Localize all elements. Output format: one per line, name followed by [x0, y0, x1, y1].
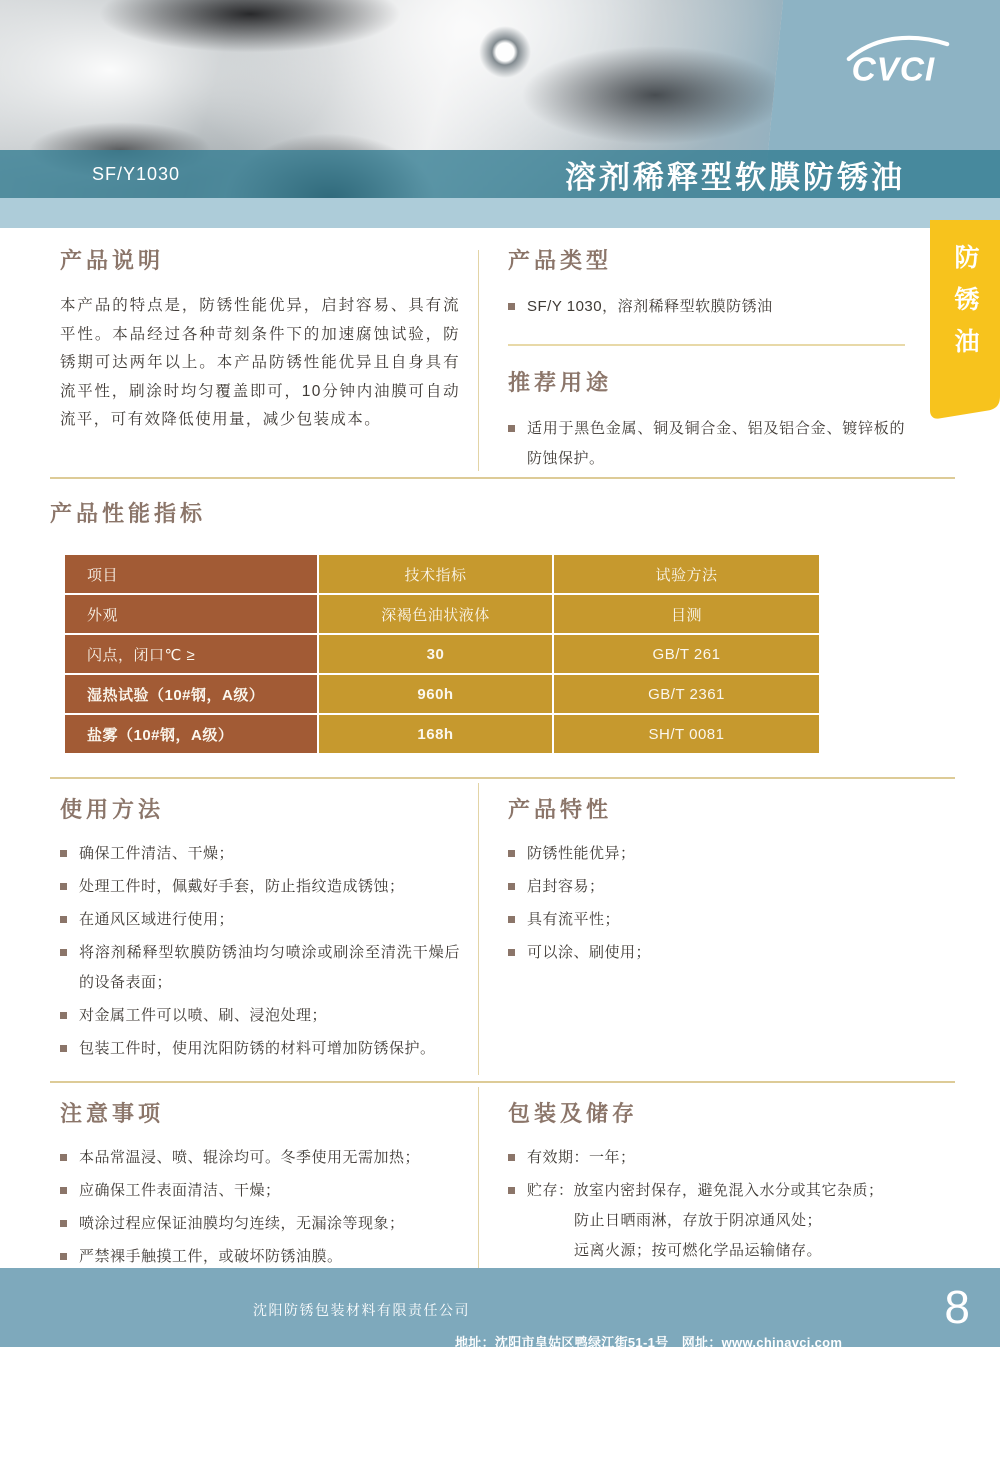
list-item: [60, 839, 460, 869]
column-divider: [478, 1087, 479, 1283]
list-item: [60, 1001, 460, 1031]
bullet-square-icon: [508, 425, 515, 432]
column-divider: [478, 783, 479, 1075]
list-item: [60, 1209, 460, 1239]
bullet-square-icon: [60, 1012, 67, 1019]
usage-column: [60, 795, 460, 1067]
contact-line-phone: 电话：024-86617056 传真：024-86617354 邮编：110032: [455, 1404, 821, 1419]
list-item: [60, 938, 460, 998]
horizontal-divider: [50, 477, 955, 479]
bullet-square-icon: [60, 1045, 67, 1052]
table-cell: 960h: [319, 675, 552, 713]
bullet-square-icon: [508, 883, 515, 890]
bullet-square-icon: [60, 949, 67, 956]
product-model: SF/Y1030: [92, 163, 181, 184]
side-tab-label: 防锈油: [951, 244, 979, 370]
list-item-text: 对金属工件可以喷、刷、浸泡处理；: [79, 1007, 328, 1024]
performance-table: [65, 555, 817, 753]
product-description-column: [60, 246, 460, 477]
table-cell: 168h: [319, 715, 552, 753]
contact-line-address: 地址：沈阳市皇姑区鸭绿江街51-1号 网址：www.chinavci.com: [455, 1335, 843, 1350]
content: [0, 228, 1000, 1289]
list-item: [508, 938, 905, 968]
list-item-text: 处理工件时，佩戴好手套，防止指纹造成锈蚀；: [79, 878, 405, 895]
features-column: [460, 795, 955, 1067]
bullet-square-icon: [60, 1220, 67, 1227]
bullet-square-icon: [508, 916, 515, 923]
cvci-logo: [846, 30, 950, 88]
section-heading-performance: 产品性能指标: [50, 501, 207, 526]
side-tab-rust-preventive-oil: [930, 220, 1000, 422]
bullet-square-icon: [508, 1187, 515, 1194]
table-cell: GB/T 261: [554, 635, 819, 673]
list-item-text: 喷涂过程应保证油膜均匀连续，无漏涂等现象；: [79, 1215, 405, 1232]
section-heading-storage: 包装及储存: [508, 1101, 639, 1126]
list-item: [508, 872, 905, 902]
list-item-text: 将溶剂稀释型软膜防锈油均匀喷涂或刷涂至清洗干燥后的设备表面；: [79, 944, 460, 991]
title-band: [0, 150, 1000, 198]
list-item: [508, 839, 905, 869]
list-item-text: 具有流平性；: [527, 911, 621, 928]
usage-list: [60, 839, 460, 1064]
section-row-1: [50, 246, 955, 477]
list-item: [508, 905, 905, 935]
table-cell: 盐雾（10#钢，A级）: [65, 715, 317, 753]
section-row-3: [50, 1083, 955, 1289]
list-item-continuation: 防止日晒雨淋，存放于阴凉通风处；: [574, 1212, 823, 1229]
uses-list: [508, 414, 905, 474]
bullet-square-icon: [508, 303, 515, 310]
list-item-text: 防锈性能优异；: [527, 845, 636, 862]
list-item-text: 可以涂、刷使用；: [527, 944, 652, 961]
section-heading-features: 产品特性: [508, 797, 613, 822]
footer: [0, 1268, 1000, 1419]
list-item: [60, 1176, 460, 1206]
type-list: [508, 292, 905, 322]
list-item-text: 本品常温浸、喷、辊涂均可。冬季使用无需加热；: [79, 1149, 421, 1166]
list-item-text: 贮存：放室内密封保存，避免混入水分或其它杂质；: [527, 1182, 884, 1199]
accent-band: [0, 198, 1000, 228]
list-item-text: 严禁裸手触摸工件，或破坏防锈油膜。: [79, 1248, 343, 1265]
section-heading-cautions: 注意事项: [60, 1101, 165, 1126]
list-item-text: 适用于黑色金属、铜及铜合金、铝及铝合金、镀锌板的防蚀保护。: [527, 420, 905, 467]
list-item-text: 应确保工件表面清洁、干燥；: [79, 1182, 281, 1199]
list-item: [60, 905, 460, 935]
cautions-list: [60, 1143, 460, 1272]
storage-column: [460, 1099, 955, 1275]
bullet-square-icon: [508, 850, 515, 857]
table-cell: 30: [319, 635, 552, 673]
product-type-column: [460, 246, 955, 477]
section-heading-description: 产品说明: [60, 248, 165, 273]
table-cell: GB/T 2361: [554, 675, 819, 713]
bullet-square-icon: [60, 916, 67, 923]
list-item: [60, 872, 460, 902]
table-cell: 湿热试验（10#钢，A级）: [65, 675, 317, 713]
list-item-text: 在通风区域进行使用；: [79, 911, 235, 928]
page-title: 溶剂稀释型软膜防锈油: [565, 159, 905, 195]
bullet-square-icon: [60, 1253, 67, 1260]
column-divider: [478, 250, 479, 471]
table-header-cell: 试验方法: [554, 555, 819, 593]
contact-info: [455, 1285, 842, 1469]
company-name: 沈阳防锈包装材料有限责任公司: [253, 1302, 470, 1318]
section-heading-usage: 使用方法: [60, 797, 165, 822]
section-row-2: [50, 779, 955, 1081]
banner: [0, 0, 1000, 228]
logo-text: CVCI: [851, 51, 936, 89]
list-item: [60, 1034, 460, 1064]
table-header-cell: 技术指标: [319, 555, 552, 593]
list-item-lines: [527, 1206, 905, 1266]
list-item-text: 启封容易；: [527, 878, 605, 895]
bullet-square-icon: [508, 949, 515, 956]
cautions-column: [60, 1099, 460, 1275]
bullet-square-icon: [60, 850, 67, 857]
table-header-cell: 项目: [65, 555, 317, 593]
list-item-text: 有效期：一年；: [527, 1149, 636, 1166]
section-heading-type: 产品类型: [508, 248, 613, 273]
list-item-text: 包装工件时，使用沈阳防锈的材料可增加防锈保护。: [79, 1040, 436, 1057]
bullet-square-icon: [60, 1154, 67, 1161]
description-paragraph: 本产品的特点是，防锈性能优异，启封容易、具有流平性。本品经过各种苛刻条件下的加速腐蚀试验，防锈期可达两年以上。本产品防锈性能优异且自身具有流平性，刷涂时均匀覆盖即可，10分钟内油膜可自动流平，可有效降低使用量，减少包装成本。: [60, 297, 460, 428]
table-cell: 深褐色油状液体: [319, 595, 552, 633]
section-heading-uses: 推荐用途: [508, 370, 613, 395]
list-item: [508, 292, 905, 322]
list-item: [508, 414, 905, 474]
list-item-continuation: 远离火源；按可燃化学品运输储存。: [574, 1242, 823, 1259]
list-item: [508, 1176, 905, 1266]
table-cell: 外观: [65, 595, 317, 633]
section-performance: [50, 499, 955, 753]
features-list: [508, 839, 905, 968]
bullet-square-icon: [60, 1187, 67, 1194]
table-cell: SH/T 0081: [554, 715, 819, 753]
table-cell: 目测: [554, 595, 819, 633]
section-divider: [508, 344, 905, 346]
list-item-text: 确保工件清洁、干燥；: [79, 845, 235, 862]
list-item-text: SF/Y 1030，溶剂稀释型软膜防锈油: [527, 298, 773, 315]
list-item: [60, 1143, 460, 1173]
storage-list: [508, 1143, 905, 1266]
bullet-square-icon: [508, 1154, 515, 1161]
bullet-square-icon: [60, 883, 67, 890]
table-cell: 闪点，闭口℃ ≥: [65, 635, 317, 673]
page-number: 8: [944, 1281, 970, 1333]
list-item: [508, 1143, 905, 1173]
